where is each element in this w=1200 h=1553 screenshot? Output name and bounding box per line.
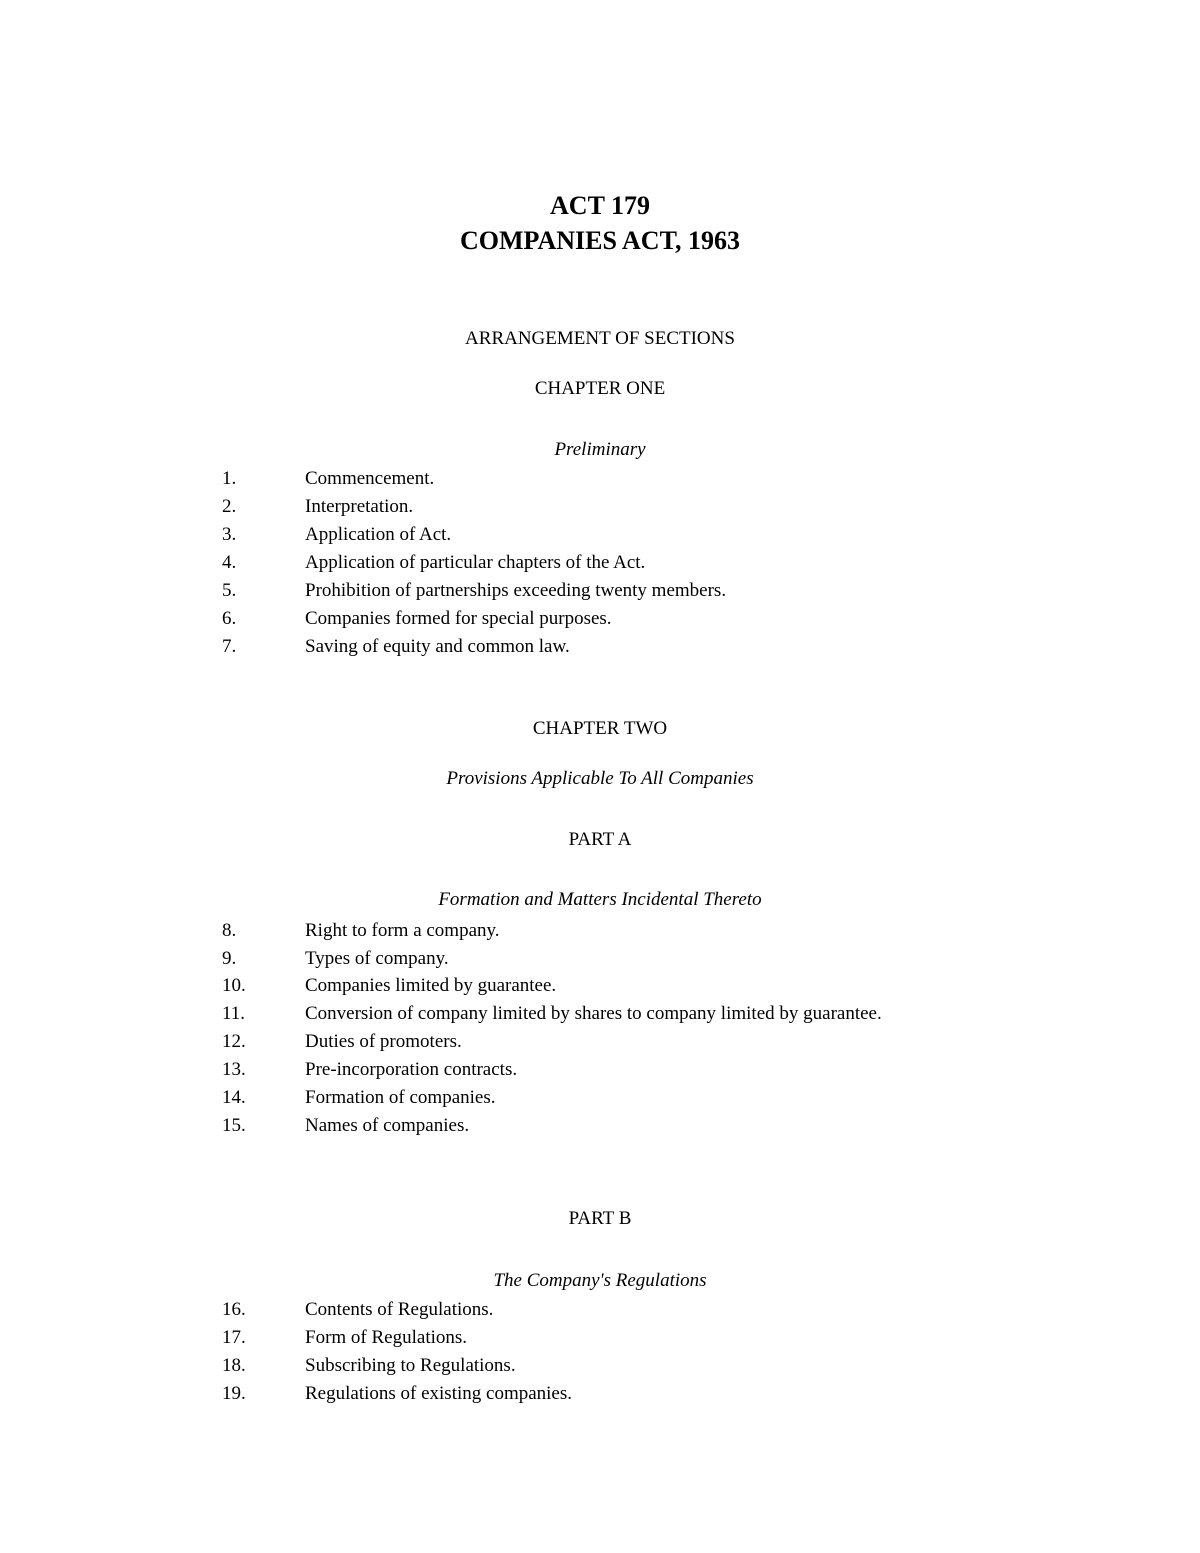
section-number: 2. bbox=[222, 496, 237, 517]
chapter-one-subheading: Preliminary bbox=[554, 439, 646, 460]
section-title: Interpretation. bbox=[305, 496, 414, 517]
section-row bbox=[0, 972, 1200, 1000]
section-row bbox=[0, 465, 1200, 493]
section-number: 7. bbox=[222, 636, 237, 657]
chapter-two-heading: CHAPTER TWO bbox=[532, 718, 668, 739]
section-number: 17. bbox=[222, 1327, 246, 1348]
section-row bbox=[0, 1380, 1200, 1408]
section-row bbox=[0, 1028, 1200, 1056]
section-title: Companies formed for special purposes. bbox=[305, 608, 612, 629]
section-number: 15. bbox=[222, 1115, 246, 1136]
part-b-heading: PART B bbox=[568, 1208, 632, 1229]
section-title: Subscribing to Regulations. bbox=[305, 1355, 516, 1376]
section-row bbox=[0, 1352, 1200, 1380]
section-row bbox=[0, 945, 1200, 973]
section-row bbox=[0, 1084, 1200, 1112]
section-title: Names of companies. bbox=[305, 1115, 470, 1136]
section-title: Companies limited by guarantee. bbox=[305, 975, 557, 996]
act-name-title: COMPANIES ACT, 1963 bbox=[460, 226, 740, 255]
section-title: Formation of companies. bbox=[305, 1087, 496, 1108]
section-title: Conversion of company limited by shares to company limited by guarantee. bbox=[305, 1003, 882, 1024]
section-title: Right to form a company. bbox=[305, 920, 500, 941]
section-number: 11. bbox=[222, 1003, 246, 1024]
section-number: 3. bbox=[222, 524, 237, 545]
section-title: Application of Act. bbox=[305, 524, 452, 545]
section-row bbox=[0, 1056, 1200, 1084]
section-row bbox=[0, 605, 1200, 633]
section-number: 1. bbox=[222, 468, 237, 489]
section-row bbox=[0, 1296, 1200, 1324]
section-title: Contents of Regulations. bbox=[305, 1299, 494, 1320]
chapter-two-subheading: Provisions Applicable To All Companies bbox=[446, 768, 754, 789]
section-title: Application of particular chapters of the Act. bbox=[305, 552, 646, 573]
section-row bbox=[0, 1324, 1200, 1352]
section-row bbox=[0, 633, 1200, 661]
section-title: Form of Regulations. bbox=[305, 1327, 468, 1348]
section-number: 18. bbox=[222, 1355, 246, 1376]
section-title: Prohibition of partnerships exceeding twenty members. bbox=[305, 580, 727, 601]
chapter-one-heading: CHAPTER ONE bbox=[534, 378, 666, 399]
section-title: Duties of promoters. bbox=[305, 1031, 462, 1052]
section-number: 14. bbox=[222, 1087, 246, 1108]
section-number: 13. bbox=[222, 1059, 246, 1080]
arrangement-heading: ARRANGEMENT OF SECTIONS bbox=[465, 328, 735, 349]
section-number: 16. bbox=[222, 1299, 246, 1320]
section-title: Saving of equity and common law. bbox=[305, 636, 570, 657]
section-title: Regulations of existing companies. bbox=[305, 1383, 573, 1404]
part-a-heading: PART A bbox=[568, 829, 632, 850]
section-row bbox=[0, 521, 1200, 549]
section-number: 8. bbox=[222, 920, 237, 941]
part-a-subheading: Formation and Matters Incidental Thereto bbox=[438, 889, 762, 910]
section-row bbox=[0, 1000, 1200, 1028]
section-row bbox=[0, 549, 1200, 577]
section-row bbox=[0, 493, 1200, 521]
section-row bbox=[0, 917, 1200, 945]
section-number: 12. bbox=[222, 1031, 246, 1052]
section-title: Pre-incorporation contracts. bbox=[305, 1059, 518, 1080]
section-number: 9. bbox=[222, 948, 237, 969]
section-title: Commencement. bbox=[305, 468, 435, 489]
part-b-subheading: The Company's Regulations bbox=[493, 1270, 707, 1291]
section-number: 4. bbox=[222, 552, 237, 573]
section-row bbox=[0, 577, 1200, 605]
act-number-title: ACT 179 bbox=[550, 191, 650, 220]
section-number: 10. bbox=[222, 975, 246, 996]
section-number: 5. bbox=[222, 580, 237, 601]
section-number: 6. bbox=[222, 608, 237, 629]
section-number: 19. bbox=[222, 1383, 246, 1404]
section-row bbox=[0, 1112, 1200, 1140]
section-title: Types of company. bbox=[305, 948, 449, 969]
